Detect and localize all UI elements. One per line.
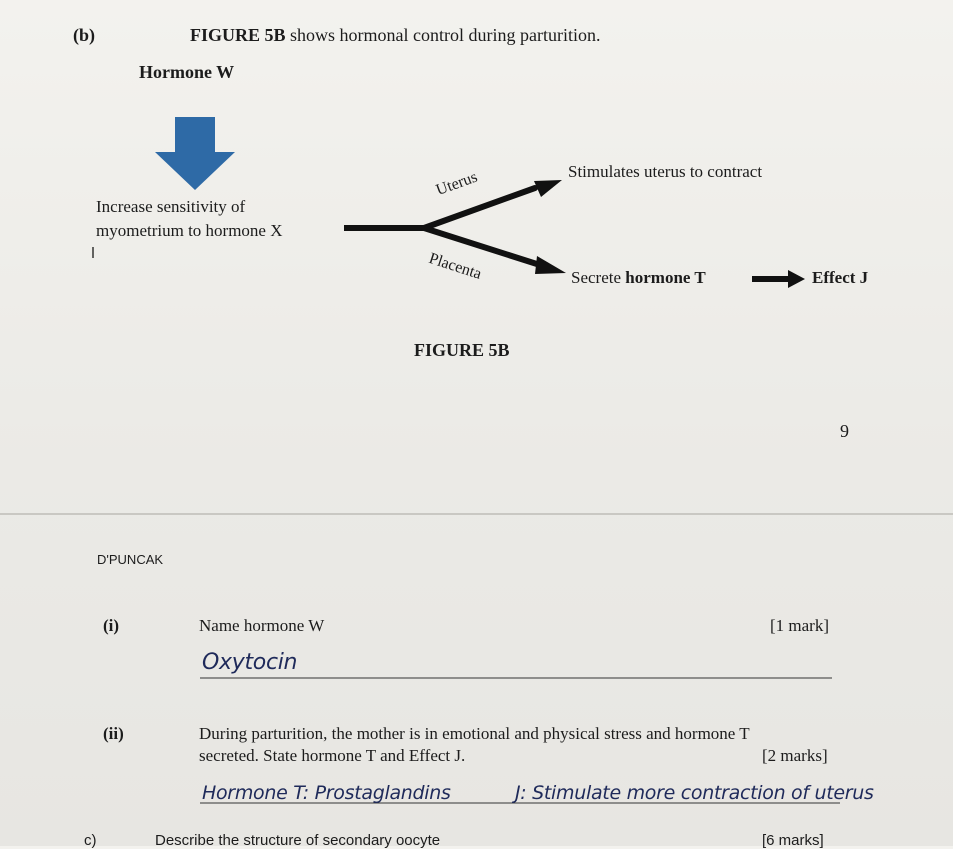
secrete-prefix: Secrete	[571, 268, 626, 287]
sub-c-label: c)	[84, 832, 97, 849]
sub-ii-question-line2: secreted. State hormone T and Effect J.	[199, 746, 466, 765]
page-number: 9	[840, 421, 849, 441]
uterus-arrowhead-icon	[534, 180, 562, 197]
footer-label: D'PUNCAK	[97, 552, 164, 567]
effect-j-label: Effect J	[812, 268, 869, 287]
figure-caption: FIGURE 5B	[414, 340, 510, 360]
effect-arrowhead-icon	[788, 270, 805, 288]
sub-i-question: Name hormone W	[199, 616, 325, 635]
increase-sensitivity-line1: Increase sensitivity of	[96, 197, 246, 216]
sub-ii-question-line1: During parturition, the mother is in emotional and physical stress and hormone T	[199, 724, 750, 743]
sub-ii-answer-part2: J: Stimulate more contraction of uterus	[515, 782, 874, 804]
placenta-label: Placenta	[426, 250, 484, 283]
placenta-arrowhead-icon	[535, 256, 566, 274]
sub-i-marks: [1 mark]	[770, 616, 830, 635]
uterus-label: Uterus	[433, 168, 480, 200]
page-divider	[0, 513, 953, 515]
sub-ii-label: (ii)	[103, 724, 124, 743]
down-arrow-icon	[155, 117, 235, 190]
part-label: (b)	[73, 25, 95, 45]
hormone-w-label: Hormone W	[139, 62, 235, 82]
sub-ii-marks: [2 marks]	[762, 746, 828, 765]
sub-i-answer: Oxytocin	[202, 650, 298, 675]
hormone-t-text: hormone T	[625, 268, 706, 287]
question-figure-ref: FIGURE 5B	[190, 25, 286, 45]
effect-arrow-line	[752, 276, 790, 282]
sub-c-marks: [6 marks]	[762, 832, 824, 849]
question-intro-text: shows hormonal control during parturition.	[285, 25, 601, 45]
secrete-hormone-t-label	[571, 268, 706, 288]
sub-ii-answer-part1: Hormone T: Prostaglandins	[202, 782, 451, 804]
sub-c-question: Describe the structure of secondary oocyte	[155, 832, 441, 849]
diagram-stem-line	[344, 225, 424, 231]
increase-sensitivity-line2: myometrium to hormone X	[96, 221, 283, 240]
sub-i-label: (i)	[103, 616, 120, 635]
stimulates-label: Stimulates uterus to contract	[568, 162, 763, 181]
